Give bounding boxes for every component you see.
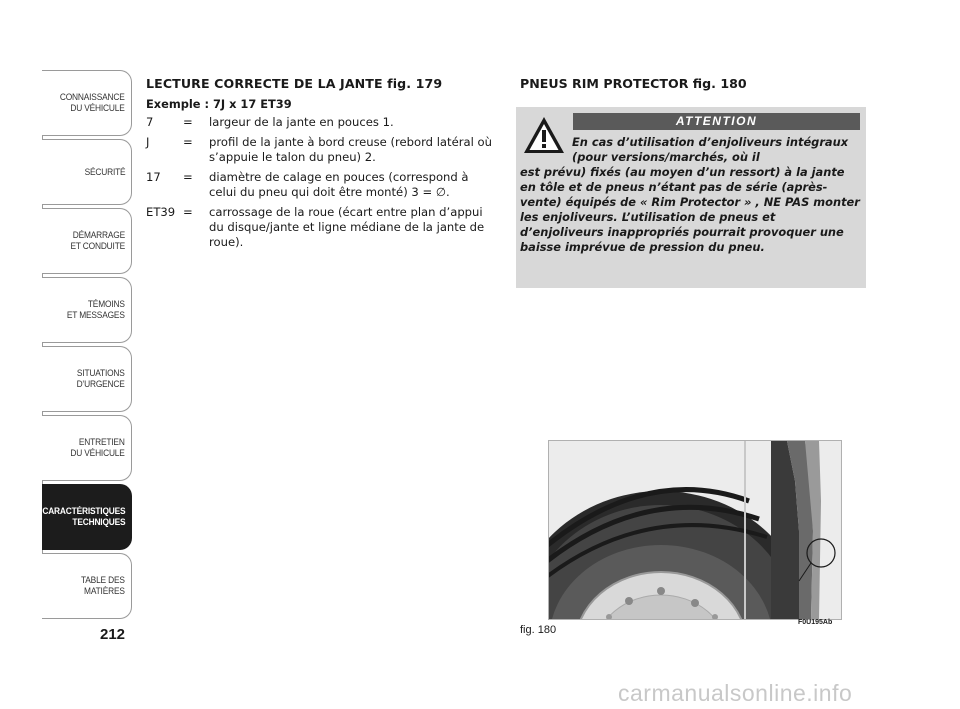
tire-drawing (549, 441, 841, 619)
example-line: Exemple : 7J x 17 ET39 (146, 97, 292, 111)
tab-situations-urgence[interactable] (42, 346, 132, 412)
definition-key: J (146, 135, 150, 149)
figure-caption: fig. 180 (520, 624, 557, 636)
definition-equals: = (183, 170, 193, 184)
definition-text: diamètre de calage en pouces (correspond à celui du pneu qui doit être monté) 3 = ∅. (209, 170, 469, 199)
page-number: 212 (100, 626, 126, 643)
tab-table-matieres[interactable] (42, 553, 132, 619)
tab-caracteristiques-techniques[interactable] (42, 484, 132, 550)
tab-connaissance-vehicule[interactable] (42, 70, 132, 136)
tab-label: ENTRETIEN DU VÉHICULE (70, 437, 125, 459)
rim-reading-section (146, 76, 496, 255)
definition-key: 7 (146, 115, 154, 129)
definition-text: profil de la jante à bord creuse (rebord latéral où s’appuie le talon du pneu) 2. (209, 135, 492, 164)
tab-securite[interactable] (42, 139, 132, 205)
warning-text-rest: est prévu) fixés (au moyen d’un ressort) à la jante en tôle et de pneus n’étant pas de série (après-vente) équipés de « Rim Protector » , NE PAS monter les enjoliveurs. L’utilisation de pneus et d’enjoliveurs inappropriés pourrait provoquer une baisse imprévue de pression du pneu. (520, 165, 860, 254)
tab-label: CONNAISSANCE DU VÉHICULE (60, 92, 125, 114)
watermark: carmanualsonline.info (618, 680, 853, 706)
warning-text (520, 135, 862, 255)
tab-entretien-vehicule[interactable] (42, 415, 132, 481)
tab-temoins-messages[interactable] (42, 277, 132, 343)
definition-row (146, 205, 496, 250)
tab-demarrage-conduite[interactable] (42, 208, 132, 274)
tab-label: TABLE DES MATIÈRES (81, 575, 125, 597)
tire-illustration (548, 440, 842, 620)
definition-key: 17 (146, 170, 161, 184)
definition-row (146, 170, 496, 200)
tab-label: CARACTÉRISTIQUES TECHNIQUES (41, 506, 125, 528)
tab-label: TÉMOINS ET MESSAGES (67, 299, 125, 321)
tab-label: SITUATIONS D’URGENCE (76, 368, 125, 390)
definition-text: largeur de la jante en pouces 1. (209, 115, 394, 129)
definition-equals: = (183, 115, 193, 129)
section-title: LECTURE CORRECTE DE LA JANTE fig. 179 (146, 76, 443, 91)
definition-row (146, 115, 496, 130)
definition-equals: = (183, 205, 193, 219)
tab-label: DÉMARRAGE ET CONDUITE (70, 230, 125, 252)
definition-row (146, 135, 496, 165)
definition-text: carrossage de la roue (écart entre plan d’appui du disque/jante et ligne médiane de la jante de roue). (209, 205, 485, 249)
definition-equals: = (183, 135, 193, 149)
rim-protector-title: PNEUS RIM PROTECTOR fig. 180 (520, 76, 747, 91)
definition-key: ET39 (146, 205, 176, 219)
figure-code: F0U195Ab (798, 619, 833, 626)
warning-text-first: En cas d’utilisation d’enjoliveurs intégraux (pour versions/marchés, où il (572, 135, 849, 164)
tab-label: SÉCURITÉ (84, 166, 125, 178)
warning-box (516, 107, 866, 288)
attention-banner: ATTENTION (573, 113, 860, 130)
